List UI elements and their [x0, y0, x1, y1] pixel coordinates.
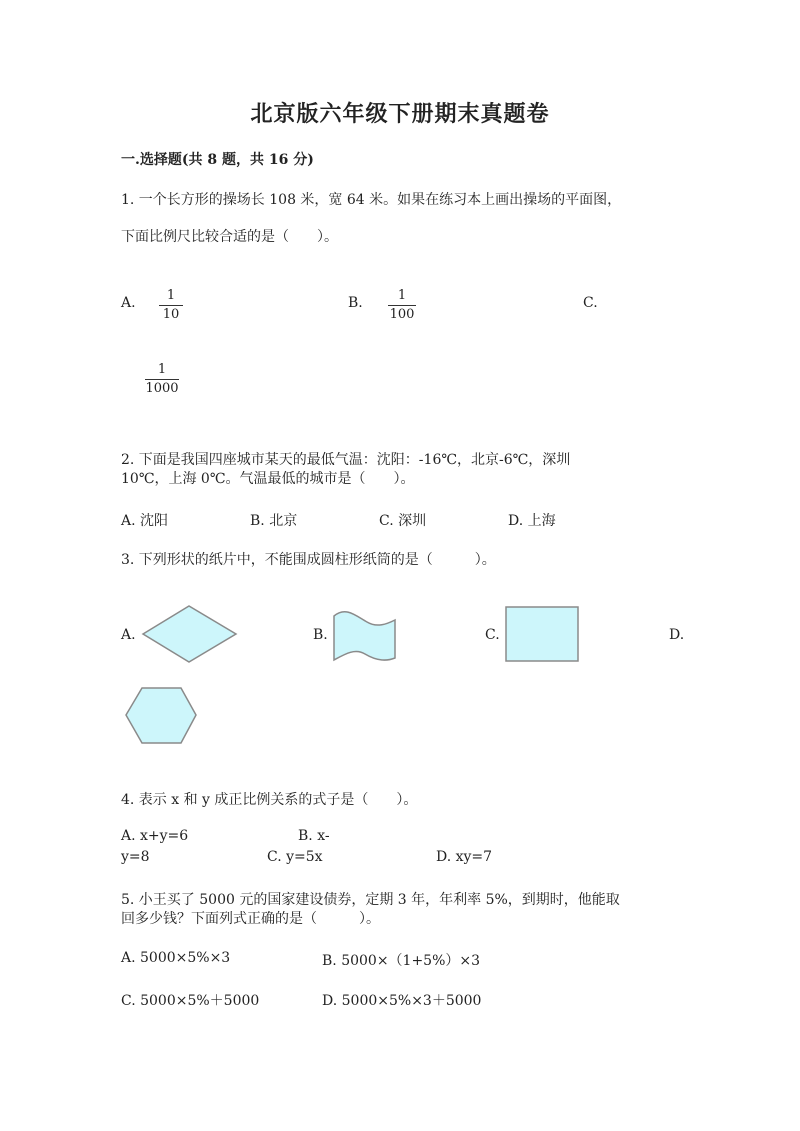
fraction-numerator: 1 — [166, 288, 176, 303]
fraction-denominator: 10 — [162, 307, 180, 322]
question-2-option-c: C. 深圳 — [379, 513, 427, 529]
section-heading: 一.选择题(共 8 题，共 16 分) — [121, 152, 314, 168]
question-3-stem: 3. 下列形状的纸片中，不能围成圆柱形纸筒的是（ ）。 — [121, 552, 496, 568]
fraction-bar — [388, 305, 416, 306]
question-3-option-c-label: C. — [485, 627, 500, 643]
fraction-bar — [159, 305, 183, 306]
question-4-stem: 4. 表示 x 和 y 成正比例关系的式子是（ ）。 — [121, 792, 418, 808]
rhombus-shape — [140, 604, 240, 664]
question-4-option-c: C. y=5x — [267, 849, 323, 865]
question-5-option-c: C. 5000×5%＋5000 — [121, 993, 260, 1009]
question-1-stem-line-2: 下面比例尺比较合适的是（ ）。 — [121, 229, 338, 245]
question-5-option-b: B. 5000×（1+5%）×3 — [322, 953, 481, 969]
question-2-option-b: B. 北京 — [250, 513, 298, 529]
rectangle-outline — [506, 607, 578, 661]
question-5-option-a: A. 5000×5%×3 — [121, 950, 231, 966]
wave-rectangle-outline — [334, 612, 395, 660]
hexagon-shape — [123, 686, 199, 746]
question-4-option-d: D. xy=7 — [436, 849, 493, 865]
question-1-option-b-fraction — [388, 288, 416, 323]
question-1-option-a-label: A. — [121, 295, 136, 311]
question-3-option-d-label: D. — [669, 627, 685, 643]
question-5-option-d: D. 5000×5%×3＋5000 — [322, 993, 482, 1009]
question-4-option-b-line-2: y=8 — [121, 849, 150, 865]
question-1-option-a-fraction — [159, 288, 183, 323]
question-1-stem-line-1: 1. 一个长方形的操场长 108 米，宽 64 米。如果在练习本上画出操场的平面图， — [121, 192, 622, 208]
fraction-numerator: 1 — [157, 362, 167, 377]
hexagon-outline — [126, 688, 196, 743]
question-4-option-b-line-1: B. x- — [298, 828, 330, 844]
page-title: 北京版六年级下册期末真题卷 — [250, 101, 550, 127]
fraction-bar — [145, 379, 179, 380]
question-1-option-b-label: B. — [348, 295, 363, 311]
question-2-option-d: D. 上海 — [508, 513, 556, 529]
rhombus-outline — [143, 606, 236, 662]
rectangle-shape — [505, 606, 579, 662]
question-3-option-b-label: B. — [313, 627, 328, 643]
question-2-stem-line-1: 2. 下面是我国四座城市某天的最低气温：沈阳：-16℃，北京-6℃，深圳 — [121, 452, 571, 468]
question-1-option-c-label: C. — [583, 295, 598, 311]
question-2-option-a: A. 沈阳 — [121, 513, 169, 529]
fraction-denominator: 1000 — [145, 381, 179, 396]
wave-rectangle-shape — [331, 610, 397, 662]
fraction-denominator: 100 — [389, 307, 415, 322]
fraction-numerator: 1 — [397, 288, 407, 303]
question-2-stem-line-2: 10℃，上海 0℃。气温最低的城市是（ ）。 — [121, 471, 415, 487]
question-5-stem-line-2: 回多少钱？下面列式正确的是（ ）。 — [121, 911, 380, 927]
question-3-option-a-label: A. — [121, 627, 136, 643]
question-5-stem-line-1: 5. 小王买了 5000 元的国家建设债券，定期 3 年，年利率 5%，到期时，他能取 — [121, 892, 620, 908]
question-4-option-a: A. x+y=6 — [121, 828, 189, 844]
question-1-option-c-fraction — [145, 362, 179, 397]
